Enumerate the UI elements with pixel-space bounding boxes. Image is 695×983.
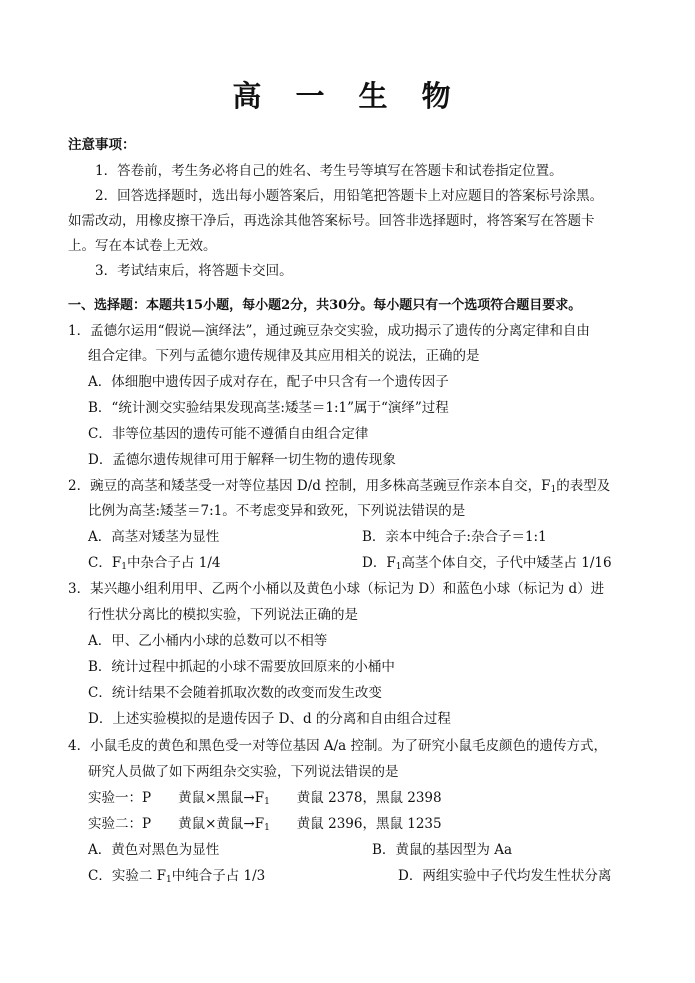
q1-option-d: D．孟德尔遗传规律可用于解释一切生物的遗传现象 [88,452,396,468]
q4-experiment-1-cross: 实验一：P 黄鼠×黑鼠→F [88,790,265,806]
q2-option-c-prefix: C．F [88,555,122,571]
notice-item-1: 1．答卷前，考生务必将自己的姓名、考生号等填写在答题卡和试卷指定位置。 [95,163,563,179]
q1-stem-line-1: 1．孟德尔运用“假说—演绎法”，通过豌豆杂交实验，成功揭示了遗传的分离定律和自由 [68,323,590,339]
q4-experiment-2 [88,815,442,837]
subscript: 1 [264,797,270,807]
q2-option-c-text: 中杂合子占 1/4 [126,555,221,571]
q1-option-b: B．“统计测交实验结果发现高茎:矮茎＝1:1”属于“演绎”过程 [88,400,449,416]
q1-stem-line-2: 组合定律。下列与孟德尔遗传规律及其应用相关的说法，正确的是 [88,348,480,364]
q1-option-a: A．体细胞中遗传因子成对存在，配子中只含有一个遗传因子 [88,374,449,390]
page-title: 高 一 生 物 [232,79,463,113]
subscript: 1 [121,562,127,572]
q3-option-d: D．上述实验模拟的是遗传因子 D、d 的分离和自由组合过程 [88,711,451,727]
q2-option-b: B．亲本中纯合子:杂合子＝1:1 [362,529,547,545]
q4-experiment-2-result: 黄鼠 2396，黑鼠 1235 [269,816,442,832]
subscript: 1 [550,485,557,495]
q2-stem-text: 2．豌豆的高茎和矮茎受一对等位基因 D/d 控制，用多株高茎豌豆作亲本自交，F [68,478,551,494]
notice-item-3: 3．考试结束后，将答题卡交回。 [95,263,293,279]
q2-stem-line-2: 比例为高茎:矮茎＝7:1。不考虑变异和致死，下列说法错误的是 [88,503,466,519]
q1-option-c: C．非等位基因的遗传可能不遵循自由组合定律 [88,426,369,442]
subscript: 1 [395,562,402,572]
q4-option-c-text: 中纯合子占 1/3 [171,868,266,884]
q4-experiment-1 [88,789,442,811]
q3-stem-line-1: 3．某兴趣小组利用甲、乙两个小桶以及黄色小球（标记为 D）和蓝色小球（标记为 d）进 [68,581,605,597]
notice-item-2-line-3: 上。写在本试卷上无效。 [68,238,217,254]
q4-stem-line-2: 研究人员做了如下两组杂交实验，下列说法错误的是 [88,764,399,780]
q2-option-a: A．高茎对矮茎为显性 [88,529,220,545]
q2-option-d-prefix: D．F [362,555,396,571]
q4-stem-line-1: 4．小鼠毛皮的黄色和黑色受一对等位基因 A/a 控制。为了研究小鼠毛皮颜色的遗传方式， [68,738,608,754]
q3-option-a: A．甲、乙小桶内小球的总数可以不相等 [88,633,328,649]
q2-option-c [88,554,220,576]
q4-option-d: D．两组实验中子代均发生性状分离 [398,868,612,884]
notice-heading: 注意事项： [68,137,136,153]
section-heading: 一、选择题：本题共15小题，每小题2分，共30分。每小题只有一个选项符合题目要求。 [68,298,582,313]
q2-stem-line-1 [68,477,610,499]
q4-experiment-2-cross: 实验二：P 黄鼠×黄鼠→F [88,816,265,832]
q2-stem-text-tail: 的表型及 [556,478,611,494]
q4-experiment-1-result: 黄鼠 2378，黑鼠 2398 [269,790,442,806]
q4-option-b: B．黄鼠的基因型为 Aa [372,842,513,858]
q4-option-c [88,867,265,889]
q4-option-a: A．黄色对黑色为显性 [88,842,220,858]
subscript: 1 [264,823,270,833]
notice-item-2-line-2: 如需改动，用橡皮擦干净后，再选涂其他答案标号。回答非选择题时，将答案写在答题卡 [68,213,595,229]
subscript: 1 [166,875,172,885]
notice-item-2-line-1: 2．回答选择题时，选出每小题答案后，用铅笔把答题卡上对应题目的答案标号涂黑。 [95,188,604,204]
q2-option-d [362,554,612,576]
q3-option-c: C．统计结果不会随着抓取次数的改变而发生改变 [88,685,382,701]
q3-stem-line-2: 行性状分离比的模拟实验，下列说法正确的是 [88,607,358,623]
q2-option-d-text: 高茎个体自交，子代中矮茎占 1/16 [401,555,612,571]
q4-option-c-prefix: C．实验二 F [88,868,166,884]
q3-option-b: B．统计过程中抓起的小球不需要放回原来的小桶中 [88,659,395,675]
